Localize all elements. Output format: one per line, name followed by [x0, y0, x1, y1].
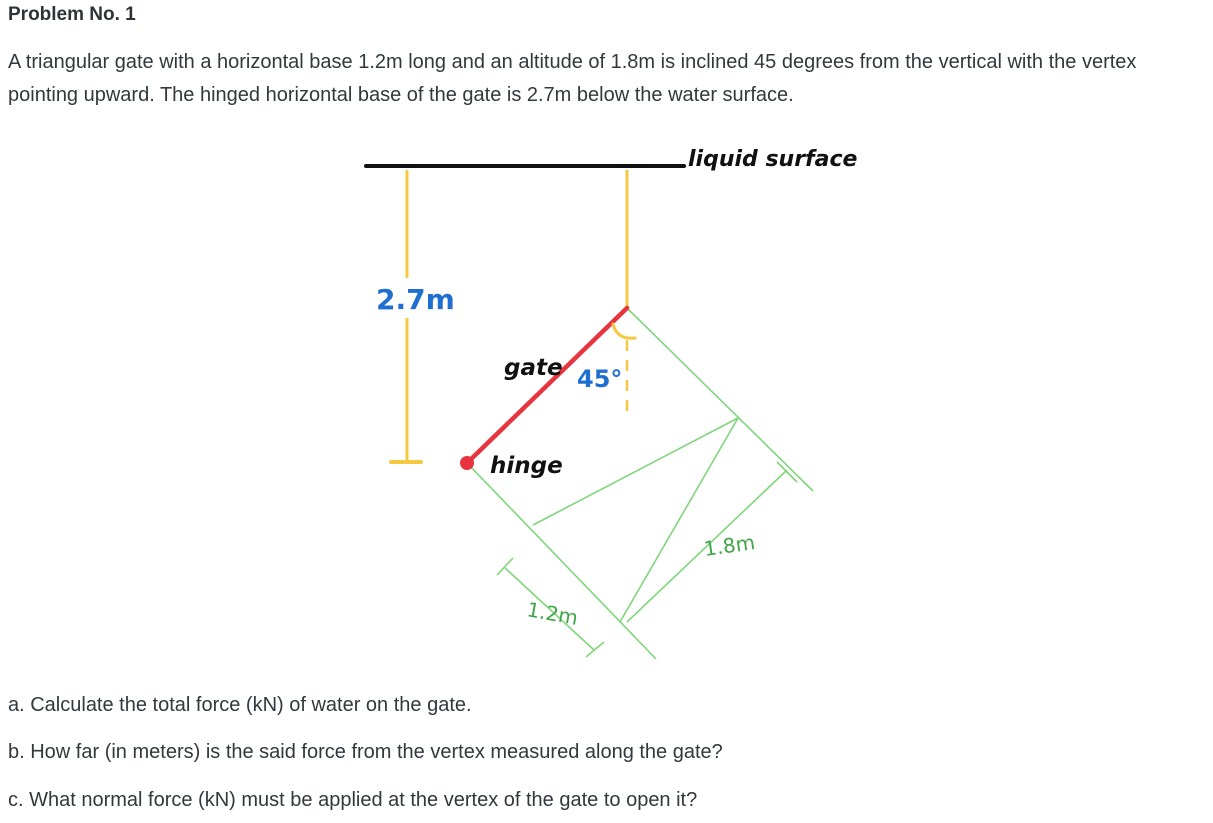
problem-statement: A triangular gate with a horizontal base 1.2m long and an altitude of 1.8m is inclined 45 degrees from the vertical with the vertex pointing upward. The hinged horizontal base of the gate is 2.7m below the water surface.	[8, 51, 1137, 106]
problem-title: Problem No. 1	[8, 4, 136, 25]
angle-arc	[613, 324, 635, 338]
gate-label: gate	[504, 355, 563, 381]
hinge-label: hinge	[490, 453, 563, 479]
liquid-surface-label: liquid surface	[688, 147, 858, 172]
depth-label: 2.7m	[376, 283, 455, 316]
question-c: c. What normal force (kN) must be applied at the vertex of the gate to open it?	[8, 789, 698, 811]
hinge-point	[460, 456, 474, 470]
base-label: 1.2m	[525, 597, 580, 630]
altitude-label: 1.8m	[702, 530, 757, 561]
question-b: b. How far (in meters) is the said force from the vertex measured along the gate?	[8, 741, 723, 763]
question-a: a. Calculate the total force (kN) of water on the gate.	[8, 694, 472, 716]
angle-label: 45°	[577, 365, 623, 393]
